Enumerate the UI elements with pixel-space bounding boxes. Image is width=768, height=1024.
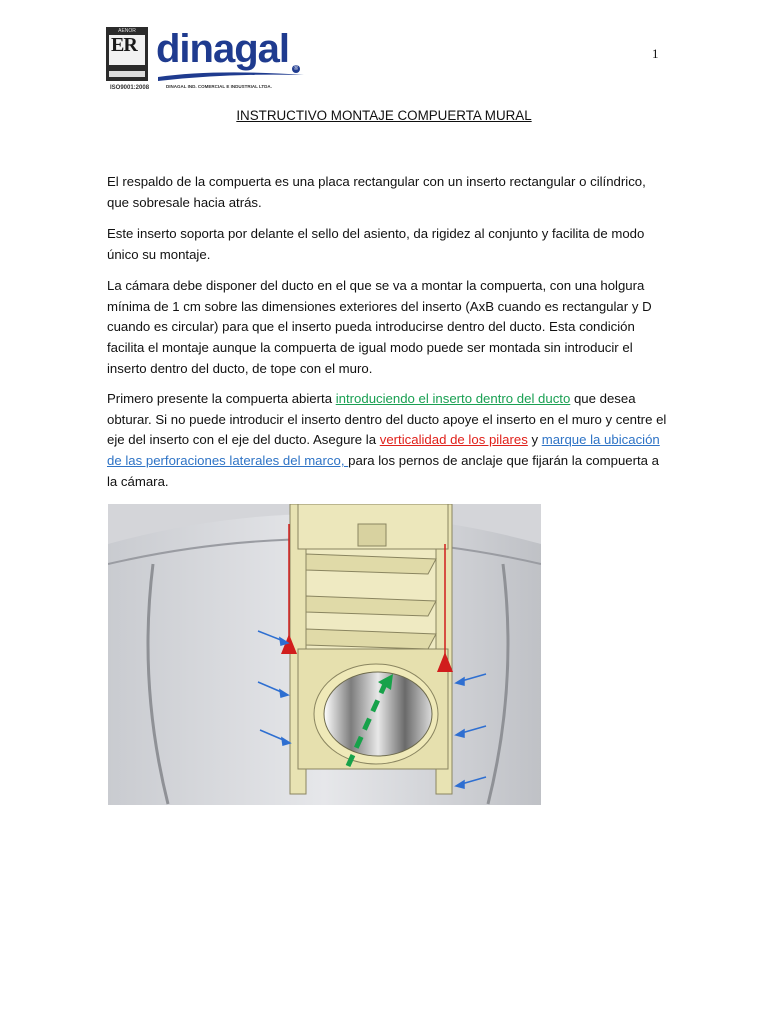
logo-swoosh-icon bbox=[156, 69, 306, 83]
link-pillar-verticality[interactable]: verticalidad de los pilares bbox=[379, 432, 528, 448]
registered-icon: ® bbox=[293, 66, 299, 72]
link-mark-perforations[interactable]: marque la ubicación de las perforaciones laterales del marco, bbox=[107, 432, 660, 469]
paragraph-1: El respaldo de la compuerta es una placa rectangular con un inserto rectangular o cilíndrico, que sobresale hacia atrás. bbox=[107, 174, 646, 210]
gate-installation-figure bbox=[108, 504, 541, 805]
paragraph-4-text-4: para los pernos de anclaje que fijarán la compuerta a la cámara. bbox=[107, 453, 660, 489]
brand-subtitle: DINAGAL IND. COMERCIAL E INDUSTRIAL LTDA. bbox=[166, 84, 272, 89]
document-title: INSTRUCTIVO MONTAJE COMPUERTA MURAL bbox=[236, 108, 532, 123]
link-introduce-insert[interactable]: introduciendo el inserto dentro del ducto bbox=[335, 391, 571, 406]
brand-name: dinagal bbox=[156, 27, 290, 71]
paragraph-4-text-1: Primero presente la compuerta abierta bbox=[107, 391, 336, 406]
paragraph-4-text-3: y bbox=[527, 432, 542, 448]
page-number: 1 bbox=[652, 46, 659, 61]
paragraph-2: Este inserto soporta por delante el sello del asiento, da rigidez al conjunto y facilita de modo único su montaje. bbox=[107, 226, 645, 262]
aenor-label: AENOR bbox=[118, 28, 136, 34]
duct-opening bbox=[324, 672, 432, 756]
paragraph-4 bbox=[107, 389, 667, 493]
paragraph-3: La cámara debe disponer del ducto en el que se va a montar la compuerta, con una holgura mínima de 1 cm sobre las dimensiones exteriores del inserto (AxB cuando es rectangular y D cuando es circular) para que el inserto pueda introducirse dentro del ducto. Esta condición facilita el montaje aunque la compuerta de igual modo puede ser montada sin introducir el inserto dentro del ducto, de tope con el muro. bbox=[107, 278, 652, 376]
paragraph-4-text-2: que desea obturar. Si no puede introducir el inserto dentro del ducto apoye el inserto en el muro y centre el eje del inserto con el eje del ducto. Asegure la bbox=[107, 391, 667, 448]
er-mark: ER bbox=[111, 34, 137, 56]
company-logo bbox=[106, 27, 306, 97]
aenor-certification-mark bbox=[106, 27, 148, 81]
iso-label: ISO9001:2008 bbox=[110, 85, 150, 91]
stem-block bbox=[358, 524, 386, 546]
